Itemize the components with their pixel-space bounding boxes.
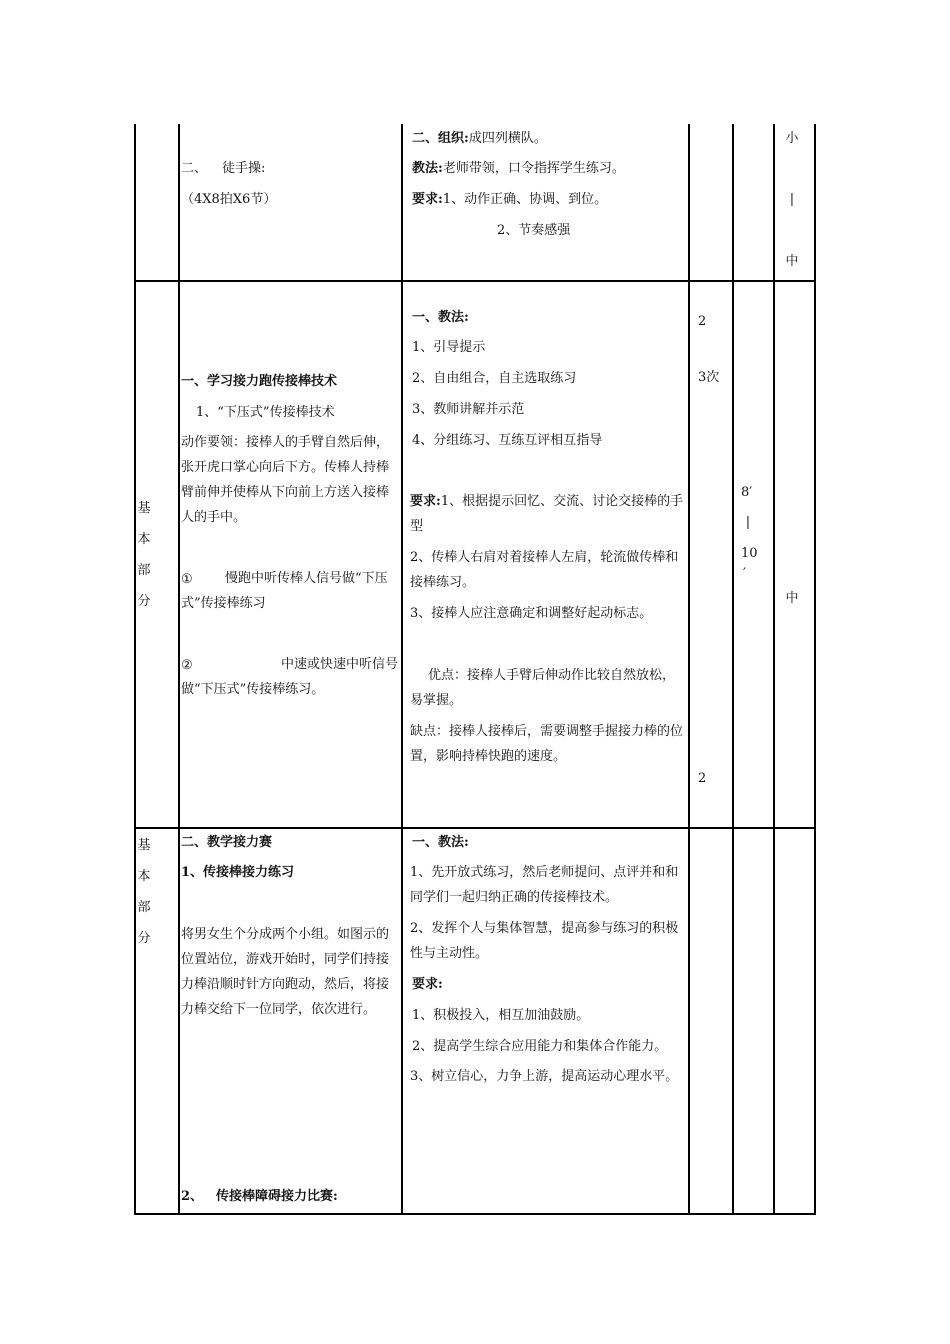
row2-time-sep: | — [745, 515, 751, 530]
table-border-bottom — [134, 1213, 816, 1215]
row1-requirements — [412, 192, 607, 208]
row3-req-2: 2、提高学生综合应用能力和集体合作能力。 — [412, 1039, 668, 1054]
row2-technique-description: 动作要领：接棒人的手臂自然后伸，张开虎口掌心向后下方。传棒人持棒臂前伸并使棒从下向前上方送入接棒人的手中。 — [181, 435, 390, 525]
row2-item1-text: 慢跑中听传棒人信号做“下压式”传接棒练习 — [181, 571, 388, 611]
row2-method-2: 2、自由组合，自主选取练习 — [412, 371, 577, 386]
row1-title-number: 二、 — [181, 161, 208, 176]
row3-req-label: 要求: — [412, 977, 443, 992]
row3-heading: 二、教学接力赛 — [181, 835, 273, 850]
row1-req-label: 要求: — [412, 192, 443, 207]
col-divider-1 — [178, 124, 180, 1215]
row2-advantage: 优点：接棒人手臂后伸动作比较自然放松，易掌握。 — [410, 668, 676, 708]
row1-req-1: 1、动作正确、协调、到位。 — [442, 192, 608, 207]
row2-count-c: 2 — [698, 771, 707, 786]
row3-req-1: 1、积极投入，相互加油鼓励。 — [412, 1008, 590, 1023]
row2-method-4: 4、分组练习、互练互评相互指导 — [412, 433, 603, 448]
row2-requirement-1 — [410, 489, 686, 539]
row-divider-1 — [134, 280, 816, 282]
row1-intensity-mid: | — [789, 192, 795, 207]
row2-method-label: 一、教法: — [412, 310, 469, 325]
table-border-left — [134, 124, 136, 1215]
row1-intensity-bottom: 中 — [785, 254, 799, 269]
row2-method-1: 1、引导提示 — [412, 340, 486, 355]
row3-method-label: 一、教法: — [412, 835, 469, 850]
table-border-right — [814, 124, 816, 1215]
row2-requirement-3: 3、接棒人应注意确定和调整好起动标志。 — [410, 606, 653, 621]
row1-organization — [412, 131, 547, 147]
row3-method-1: 1、先开放式练习，然后老师提问、点评并和和同学们一起归纳正确的传接棒技术。 — [410, 865, 679, 905]
row2-item2-text: 中速或快速中听信号做“下压式”传接棒练习。 — [181, 657, 399, 697]
row2-section-label: 基 本 部 分 — [137, 501, 151, 609]
row2-item2-marker: ② — [181, 658, 193, 673]
row3-method-2: 2、发挥个人与集体智慧，提高参与练习的积极性与主动性。 — [410, 921, 679, 961]
row2-requirement-2: 2、传棒人右肩对着接棒人左肩，轮流做传棒和接棒练习。 — [410, 550, 679, 590]
row2-subheading: 1、“下压式”传接棒技术 — [196, 405, 335, 420]
row2-time-end-unit: ′ — [743, 566, 746, 581]
row3-item2-number: 2、 — [181, 1189, 204, 1204]
row3-section-label: 基 本 部 分 — [137, 838, 151, 946]
row2-time-start: 8′ — [741, 485, 753, 500]
col-divider-2 — [401, 124, 403, 1215]
row3-subheading: 1、传接棒接力练习 — [181, 865, 295, 880]
row2-count-a: 2 — [698, 314, 707, 329]
row1-intensity-top: 小 — [785, 131, 799, 146]
col-divider-5 — [773, 124, 775, 1215]
row2-disadvantage: 缺点：接棒人接棒后，需要调整手握接力棒的位置，影响持棒快跑的速度。 — [410, 724, 684, 764]
row3-relay-description: 将男女生个分成两个小组。如图示的位置站位，游戏开始时，同学们持接力棒沿顺时针方向跑动，然后，将接力棒交给下一位同学，依次进行。 — [181, 927, 390, 1017]
row3-item2: 传接棒障碍接力比赛: — [216, 1189, 338, 1204]
row2-req-label: 要求: — [410, 494, 441, 509]
row2-time-end: 10 — [741, 546, 758, 561]
row1-req-2: 2、节奏感强 — [497, 223, 571, 238]
row-divider-2 — [134, 827, 816, 829]
row3-req-3: 3、树立信心，力争上游，提高运动心理水平。 — [410, 1069, 679, 1084]
row2-item1-marker: ① — [181, 572, 193, 587]
row1-subtitle: （4X8拍X6节） — [181, 192, 277, 207]
row2-req-1-text: 1、根据提示回忆、交流、讨论交接棒的手型 — [410, 494, 684, 534]
row2-heading: 一、学习接力跑传接棒技术 — [181, 374, 338, 389]
row1-org-label: 二、组织: — [412, 131, 469, 146]
row1-method-text: 老师带领，口令指挥学生练习。 — [442, 161, 625, 176]
col-divider-3 — [688, 124, 690, 1215]
row1-method-label: 教法: — [412, 161, 443, 176]
row2-intensity: 中 — [785, 591, 799, 606]
row2-count-b: 3次 — [698, 370, 720, 385]
row1-org-text: 成四列横队。 — [468, 131, 547, 146]
row2-method-3: 3、教师讲解并示范 — [412, 402, 525, 417]
row1-title: 徒手操: — [222, 161, 266, 176]
col-divider-4 — [732, 124, 734, 1215]
row1-method — [412, 161, 625, 177]
